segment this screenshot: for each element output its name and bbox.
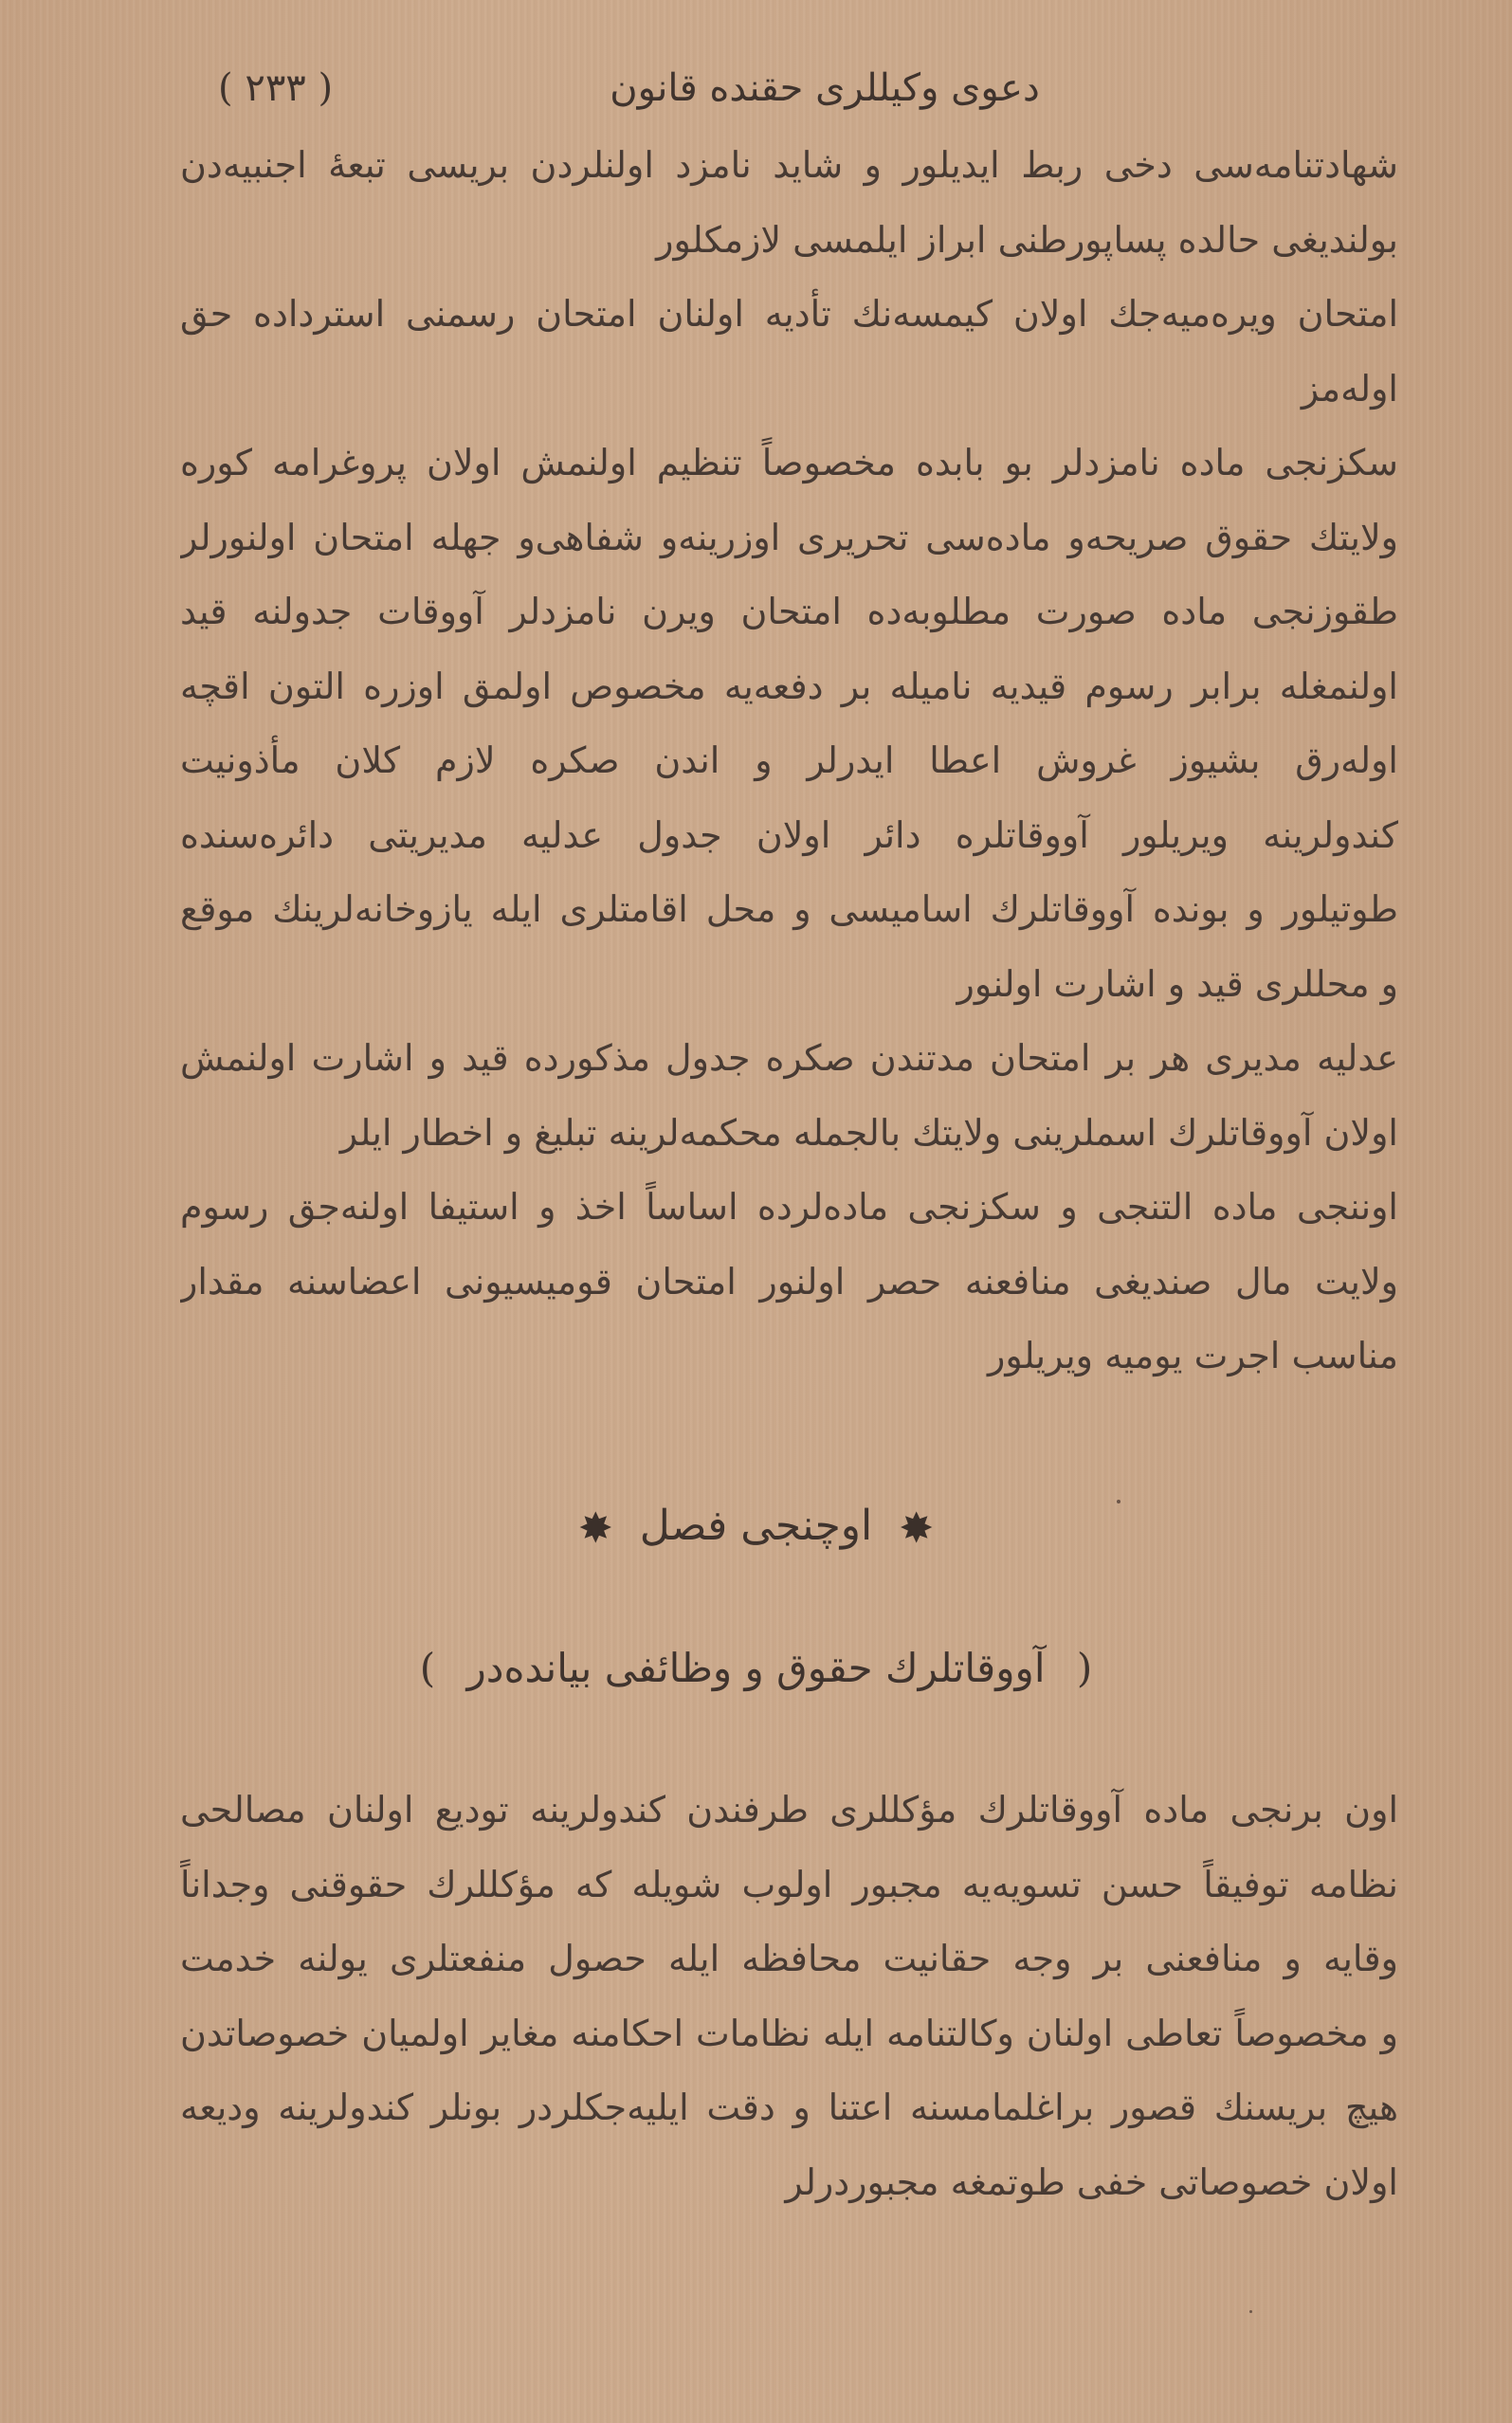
star-ornament-icon: ✸	[899, 1503, 935, 1553]
text-line: و مخصوصاً تعاطی اولنان وکالتنامه ایله نظامات احکامنه مغایر اولمیان خصوصاتدن	[180, 2012, 1398, 2054]
page-number: ( ۲۳۳ )	[218, 66, 334, 110]
close-paren: )	[419, 1645, 436, 1691]
article-10-line: اوننجی ماده التنجی و سکزنجی ماده‌لرده اساساً اخذ و استیفا اولنه‌جق رسوم	[180, 1186, 1398, 1228]
chapter-title: اوچنجی فصل	[639, 1502, 873, 1550]
text-line: طوتیلور و بونده آووقاتلرك اسامیسی و محل اقامتلری ایله یازوخانه‌لرینك موقع	[180, 888, 1398, 930]
text-line: ولایتك حقوق صریحه‌و ماده‌سی تحریری اوزرینه‌و شفاهی‌و جهله امتحان اولنورلر	[180, 516, 1398, 558]
text-line: اولان خصوصاتی خفی طوتمغه مجبوردرلر	[785, 2160, 1398, 2203]
chapter-subtitle-text: آووقاتلرك حقوق و وظائفی بیانده‌در	[466, 1645, 1046, 1691]
running-head	[209, 55, 1403, 121]
text-line: هیچ بریسنك قصور براغلمامسنه اعتنا و دقت ایلیه‌جکلردر بونلر کندولرینه ودیعه	[180, 2086, 1398, 2128]
body-text-block-1	[180, 128, 1398, 1394]
text-line: شهادتنامه‌سی دخی ربط ایدیلور و شاید نامزد اولنلردن بریسی تبعهٔ اجنبیه‌دن	[180, 144, 1398, 186]
open-paren: (	[1076, 1645, 1093, 1691]
paper-speck	[1249, 2310, 1252, 2313]
text-line: ولایت مال صندیغی منافعنه حصر اولنور امتحان قومیسیونی اعضاسنه مقدار	[180, 1260, 1398, 1303]
text-line: اوله‌رق بشیوز غروش اعطا ایدرلر و اندن صکره لازم کلان مأذونیت	[180, 739, 1398, 781]
body-text-block-2	[180, 1773, 1398, 2219]
text-line: اولان آووقاتلرك اسملرینی ولایتك بالجمله محکمه‌لرینه تبلیغ و اخطار ایلر	[339, 1111, 1398, 1154]
running-title: دعوی وکیللری حقنده قانون	[610, 66, 1040, 110]
chapter-heading	[0, 1493, 1512, 1562]
text-line: عدلیه مدیری هر بر امتحان مدتندن صکره جدول مذکورده قید و اشارت اولنمش	[180, 1037, 1398, 1079]
star-ornament-icon: ✸	[577, 1503, 613, 1553]
text-line: بولندیغی حالده پساپورطنی ابراز ایلمسی لازمکلور	[656, 218, 1398, 261]
text-line: اوله‌مز	[1301, 367, 1398, 410]
text-line: کندولرینه ویریلور آووقاتلره دائر اولان جدول عدلیه مدیریتی دائره‌سنده	[180, 813, 1398, 856]
paper-speck	[1117, 1500, 1120, 1503]
article-9-line: طقوزنجی ماده صورت مطلوبه‌ده امتحان ویرن نامزدلر آووقات جدولنه قید	[180, 591, 1398, 632]
article-11-line: اون برنجی ماده آووقاتلرك مؤکللری طرفندن کندولرینه تودیع اولنان مصالحی	[180, 1789, 1398, 1831]
text-line: و محللری قید و اشارت اولنور	[956, 962, 1398, 1005]
text-line: مناسب اجرت یومیه ویریلور	[987, 1335, 1398, 1376]
chapter-subtitle	[0, 1635, 1512, 1702]
text-line: امتحان ویره‌میه‌جك اولان کیمسه‌نك تأدیه اولنان امتحان رسمنی استرداده حق	[180, 293, 1398, 335]
article-8-line: سکزنجی ماده نامزدلر بو بابده مخصوصاً تنظیم اولنمش اولان پروغرامه کوره	[180, 442, 1398, 483]
text-line: وقایه و منافعنی بر وجه حقانیت محافظه ایله حصول منفعتلری یولنه خدمت	[180, 1938, 1398, 1979]
text-line: اولنمغله برابر رسوم قیدیه نامیله بر دفعه‌یه مخصوص اولمق اوزره التون اقچه	[180, 665, 1398, 707]
text-line: نظامه توفیقاً حسن تسویه‌یه مجبور اولوب شویله که مؤکللرك حقوقنی وجداناً	[180, 1863, 1398, 1905]
